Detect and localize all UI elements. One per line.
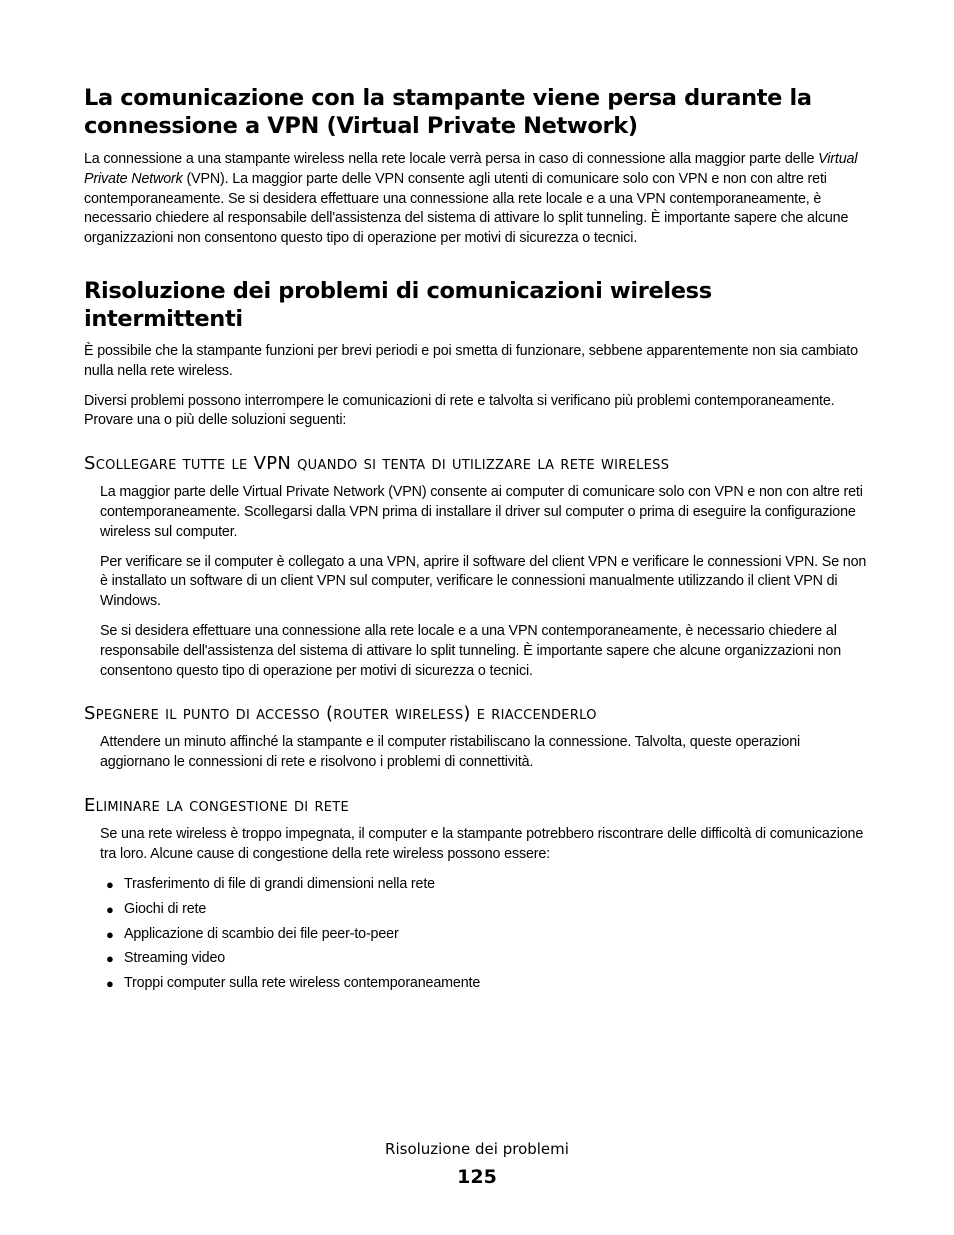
subheading-network-congestion: Eliminare la congestione di rete bbox=[84, 794, 350, 816]
italic-term: Virtual Private Network bbox=[84, 151, 858, 187]
bullet-icon: ● bbox=[106, 926, 114, 942]
page-content bbox=[84, 84, 872, 999]
paragraph: È possibile che la stampante funzioni per brevi periodi e poi smetta di funzionare, sebbene apparentemente non sia cambiato nulla nella rete wireless. bbox=[84, 342, 858, 379]
subheading-disconnect-vpn: Scollegare tutte le VPN quando si tenta di utilizzare la rete wireless bbox=[84, 453, 670, 475]
section-heading-vpn: La comunicazione con la stampante viene persa durante la connessione a VPN (Virtual Private Network) bbox=[84, 85, 812, 139]
list-item-text: Giochi di rete bbox=[124, 900, 207, 917]
list-item-text: Troppi computer sulla rete wireless contemporaneamente bbox=[124, 975, 481, 992]
list-item bbox=[100, 875, 872, 895]
list-item-text: Trasferimento di file di grandi dimensioni nella rete bbox=[124, 875, 435, 892]
list-item-text: Applicazione di scambio dei file peer-to-peer bbox=[124, 925, 399, 942]
section-heading-intermittent: Risoluzione dei problemi di comunicazioni wireless intermittenti bbox=[84, 277, 712, 332]
paragraph: Se si desidera effettuare una connessione alla rete locale e a una VPN contemporaneamente, è necessario chiedere al responsabile dell'assistenza del sistema di attivare lo split tunneling. È importante sapere che alcune organizzazioni non consentono questo tipo di operazione per motivi di sicurezza o tecnici. bbox=[100, 622, 842, 679]
text-run: La connessione a una stampante wireless nella rete locale verrà persa in caso di connessione alla maggior parte delle bbox=[84, 151, 819, 167]
text-run: (VPN). La maggior parte delle VPN consente agli utenti di comunicare solo con VPN e non con altre reti contemporaneamente. Se si desidera effettuare una connessione alla rete locale e a una VPN contemporaneamente, è necessario chiedere al responsabile dell'assistenza del sistema di attivare lo split tunneling. È importante sapere che alcune organizzazioni non consentono questo tipo di operazione per motivi di sicurezza o tecnici. bbox=[84, 170, 849, 247]
bullet-list bbox=[100, 875, 872, 995]
paragraph: Per verificare se il computer è collegato a una VPN, aprire il software del client VPN e verificare le connessioni VPN. Se non è installato un software di un client VPN sul computer, verificare le connessioni manualmente utilizzando il client VPN di Windows. bbox=[100, 553, 867, 610]
bullet-icon: ● bbox=[106, 876, 114, 892]
bullet-icon: ● bbox=[106, 901, 114, 917]
list-item bbox=[100, 949, 872, 969]
bullet-icon: ● bbox=[106, 951, 114, 967]
footer-section-name: Risoluzione dei problemi bbox=[385, 1140, 569, 1158]
paragraph: Attendere un minuto affinché la stampante e il computer ristabiliscano la connessione. Talvolta, queste operazioni aggiornano le connessioni di rete e risolvono i problemi di connettività. bbox=[100, 734, 801, 771]
subheading-restart-router: Spegnere il punto di accesso (router wireless) e riaccenderlo bbox=[84, 703, 597, 725]
paragraph bbox=[84, 150, 872, 249]
list-item bbox=[100, 974, 872, 994]
list-item bbox=[100, 900, 872, 920]
paragraph: La maggior parte delle Virtual Private Network (VPN) consente ai computer di comunicare solo con VPN e non con altre reti contemporaneamente. Scollegarsi dalla VPN prima di installare il driver sul computer o prima di eseguire la configurazione wireless sul computer. bbox=[100, 484, 863, 540]
page-number: 125 bbox=[457, 1166, 497, 1188]
paragraph: Se una rete wireless è troppo impegnata, il computer e la stampante potrebbero riscontrare delle difficoltà di comunicazione tra loro. Alcune cause di congestione della rete wireless possono essere: bbox=[100, 825, 864, 862]
list-item bbox=[100, 925, 872, 945]
list-item-text: Streaming video bbox=[124, 950, 226, 967]
bullet-icon: ● bbox=[106, 976, 114, 992]
paragraph: Diversi problemi possono interrompere le comunicazioni di rete e talvolta si verificano più problemi contemporaneamente. Provare una o più delle soluzioni seguenti: bbox=[84, 392, 835, 429]
